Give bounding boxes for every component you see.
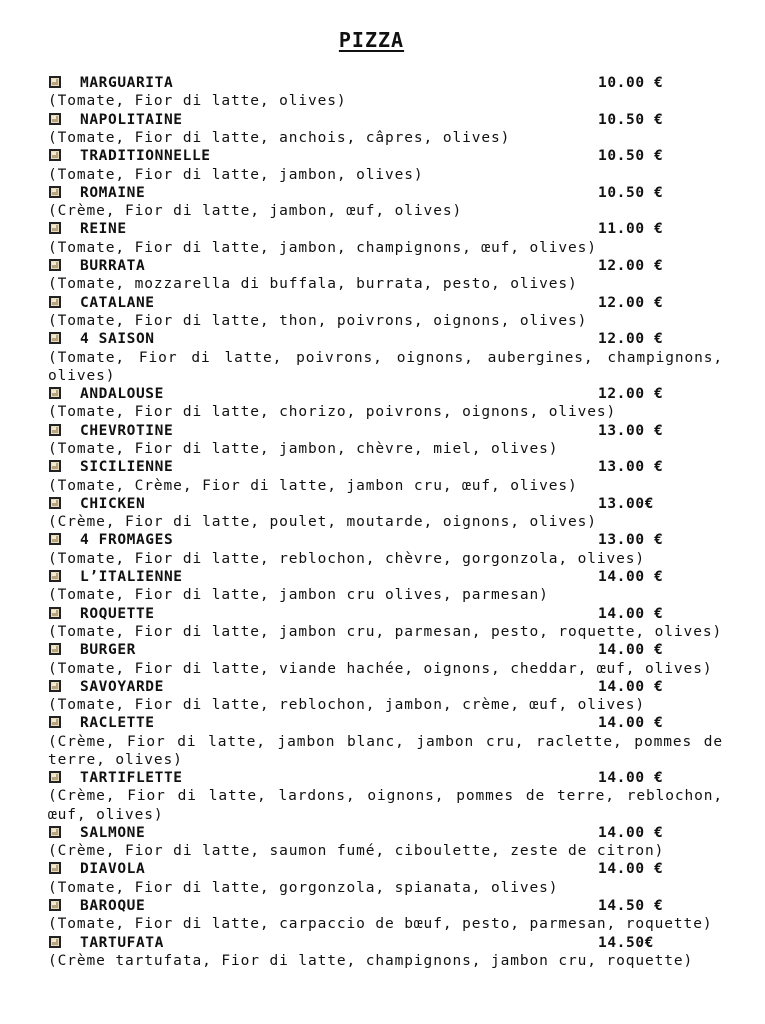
menu-item-header	[48, 678, 723, 696]
menu-item-header	[48, 257, 723, 275]
menu-item	[48, 422, 723, 459]
menu-item-header	[48, 641, 723, 659]
menu-item-header	[48, 769, 723, 787]
square-bullet-icon	[49, 936, 61, 948]
menu-item	[48, 678, 723, 715]
menu-item-header	[48, 495, 723, 513]
menu-item	[48, 184, 723, 221]
menu-item	[48, 934, 723, 971]
pizza-price: 14.00 €	[598, 770, 664, 787]
pizza-ingredients: (Tomate, Fior di latte, chorizo, poivrons, oignons, olives)	[48, 404, 617, 421]
pizza-ingredients: (Tomate, Fior di latte, olives)	[48, 93, 347, 110]
square-bullet-icon	[49, 259, 61, 271]
menu-item-header	[48, 294, 723, 312]
menu-item-header	[48, 111, 723, 129]
square-bullet-icon	[49, 186, 61, 198]
pizza-name: CATALANE	[80, 294, 155, 311]
pizza-ingredients: (Crème, Fior di latte, saumon fumé, ciboulette, zeste de citron)	[48, 843, 665, 860]
square-bullet-icon	[49, 332, 61, 344]
pizza-price: 14.00 €	[598, 605, 664, 622]
menu-item	[48, 568, 723, 605]
menu-item	[48, 531, 723, 568]
pizza-ingredients: (Tomate, Fior di latte, jambon, olives)	[48, 166, 424, 183]
pizza-ingredients: (Crème, Fior di latte, poulet, moutarde, oignons, olives)	[48, 514, 597, 531]
pizza-ingredients: (Tomate, Fior di latte, anchois, câpres, olives)	[48, 129, 511, 146]
pizza-ingredients: (Tomate, Fior di latte, jambon cru olives, parmesan)	[48, 587, 549, 604]
square-bullet-icon	[49, 899, 61, 911]
pizza-price: 14.50€	[598, 934, 654, 951]
pizza-ingredients: (Tomate, Crème, Fior di latte, jambon cru, œuf, olives)	[48, 477, 578, 494]
menu-item-header	[48, 74, 723, 92]
pizza-name: NAPOLITAINE	[80, 111, 183, 128]
pizza-price: 13.00€	[598, 495, 654, 512]
menu-item	[48, 385, 723, 422]
menu-item	[48, 495, 723, 532]
pizza-ingredients: (Tomate, Fior di latte, jambon cru, parmesan, pesto, roquette, olives)	[48, 623, 723, 640]
menu-item-header	[48, 934, 723, 952]
menu-item-header	[48, 897, 723, 915]
square-bullet-icon	[49, 424, 61, 436]
square-bullet-icon	[49, 771, 61, 783]
square-bullet-icon	[49, 607, 61, 619]
menu-item-header	[48, 860, 723, 878]
pizza-price: 14.00 €	[598, 861, 664, 878]
page-title: PIZZA	[338, 28, 405, 52]
pizza-ingredients: (Crème tartufata, Fior di latte, champignons, jambon cru, roquette)	[48, 953, 694, 970]
menu-item-header	[48, 184, 723, 202]
pizza-price: 10.50 €	[598, 184, 664, 201]
square-bullet-icon	[49, 113, 61, 125]
pizza-ingredients: (Tomate, Fior di latte, reblochon, chèvre, gorgonzola, olives)	[48, 550, 646, 567]
menu-item-header	[48, 422, 723, 440]
square-bullet-icon	[49, 76, 61, 88]
pizza-ingredients: (Tomate, Fior di latte, poivrons, oignons, aubergines, champignons, olives)	[48, 349, 723, 384]
square-bullet-icon	[49, 643, 61, 655]
pizza-price: 13.00 €	[598, 422, 664, 439]
pizza-name: REINE	[80, 221, 127, 238]
pizza-name: TARTUFATA	[80, 934, 164, 951]
pizza-ingredients: (Tomate, Fior di latte, jambon, champignons, œuf, olives)	[48, 239, 597, 256]
pizza-price: 13.00 €	[598, 532, 664, 549]
pizza-price: 11.00 €	[598, 221, 664, 238]
menu-item	[48, 330, 723, 385]
square-bullet-icon	[49, 716, 61, 728]
pizza-ingredients: (Tomate, Fior di latte, thon, poivrons, oignons, olives)	[48, 312, 588, 329]
pizza-price: 10.50 €	[598, 148, 664, 165]
menu-item	[48, 860, 723, 897]
menu-item	[48, 824, 723, 861]
pizza-ingredients: (Tomate, Fior di latte, carpaccio de bœuf, pesto, parmesan, roquette)	[48, 916, 713, 933]
pizza-name: BURGER	[80, 642, 136, 659]
square-bullet-icon	[49, 680, 61, 692]
pizza-price: 10.00 €	[598, 75, 664, 91]
menu-item	[48, 294, 723, 331]
square-bullet-icon	[49, 296, 61, 308]
square-bullet-icon	[49, 149, 61, 161]
pizza-name: TARTIFLETTE	[80, 770, 183, 787]
pizza-name: ROMAINE	[80, 184, 146, 201]
square-bullet-icon	[49, 570, 61, 582]
pizza-price: 14.00 €	[598, 678, 664, 695]
square-bullet-icon	[49, 460, 61, 472]
pizza-ingredients: (Tomate, mozzarella di buffala, burrata, pesto, olives)	[48, 276, 578, 293]
menu-item	[48, 458, 723, 495]
pizza-name: SAVOYARDE	[80, 678, 164, 695]
menu-item-header	[48, 385, 723, 403]
pizza-name: L’ITALIENNE	[80, 568, 183, 585]
pizza-price: 14.00 €	[598, 715, 664, 732]
pizza-ingredients: (Tomate, Fior di latte, gorgonzola, spianata, olives)	[48, 879, 559, 896]
menu-item-header	[48, 824, 723, 842]
menu-item	[48, 111, 723, 148]
menu-item-header	[48, 568, 723, 586]
pizza-price: 12.00 €	[598, 385, 664, 402]
pizza-price: 10.50 €	[598, 111, 664, 128]
menu-item	[48, 769, 723, 824]
pizza-price: 14.50 €	[598, 898, 664, 915]
pizza-name: CHICKEN	[80, 495, 146, 512]
square-bullet-icon	[49, 497, 61, 509]
menu-item-header	[48, 531, 723, 549]
pizza-name: SALMONE	[80, 824, 146, 841]
pizza-name: TRADITIONNELLE	[80, 148, 211, 165]
menu-item	[48, 605, 723, 642]
pizza-name: DIAVOLA	[80, 861, 146, 878]
menu-item-header	[48, 220, 723, 238]
menu-item	[48, 714, 723, 769]
pizza-name: SICILIENNE	[80, 459, 174, 476]
pizza-price: 12.00 €	[598, 257, 664, 274]
pizza-name: BAROQUE	[80, 898, 146, 915]
menu-item	[48, 74, 723, 111]
pizza-ingredients: (Tomate, Fior di latte, reblochon, jambon, crème, œuf, olives)	[48, 697, 646, 714]
pizza-ingredients: (Tomate, Fior di latte, jambon, chèvre, miel, olives)	[48, 440, 559, 457]
square-bullet-icon	[49, 222, 61, 234]
menu-item	[48, 147, 723, 184]
pizza-price: 14.00 €	[598, 642, 664, 659]
pizza-ingredients: (Crème, Fior di latte, jambon blanc, jambon cru, raclette, pommes de terre, olives)	[48, 733, 723, 768]
menu-item-header	[48, 714, 723, 732]
pizza-ingredients: (Crème, Fior di latte, lardons, oignons, pommes de terre, reblochon, œuf, olives)	[48, 788, 723, 823]
square-bullet-icon	[49, 533, 61, 545]
pizza-name: BURRATA	[80, 257, 146, 274]
pizza-ingredients: (Tomate, Fior di latte, viande hachée, oignons, cheddar, œuf, olives)	[48, 660, 713, 677]
menu-item	[48, 897, 723, 934]
menu-item-header	[48, 458, 723, 476]
pizza-name: 4 FROMAGES	[80, 532, 174, 549]
pizza-ingredients: (Crème, Fior di latte, jambon, œuf, olives)	[48, 203, 463, 220]
pizza-price: 12.00 €	[598, 331, 664, 348]
menu-item-header	[48, 147, 723, 165]
pizza-price: 14.00 €	[598, 568, 664, 585]
square-bullet-icon	[49, 387, 61, 399]
pizza-name: MARGUARITA	[80, 75, 174, 91]
pizza-price: 14.00 €	[598, 824, 664, 841]
pizza-name: CHEVROTINE	[80, 422, 174, 439]
menu-item-header	[48, 605, 723, 623]
pizza-list	[48, 74, 723, 970]
pizza-price: 13.00 €	[598, 459, 664, 476]
pizza-name: 4 SAISON	[80, 331, 155, 348]
menu-item	[48, 641, 723, 678]
pizza-name: ANDALOUSE	[80, 385, 164, 402]
pizza-name: RACLETTE	[80, 715, 155, 732]
menu-item-header	[48, 330, 723, 348]
menu-item	[48, 220, 723, 257]
square-bullet-icon	[49, 862, 61, 874]
pizza-name: ROQUETTE	[80, 605, 155, 622]
menu-item	[48, 257, 723, 294]
pizza-price: 12.00 €	[598, 294, 664, 311]
square-bullet-icon	[49, 826, 61, 838]
